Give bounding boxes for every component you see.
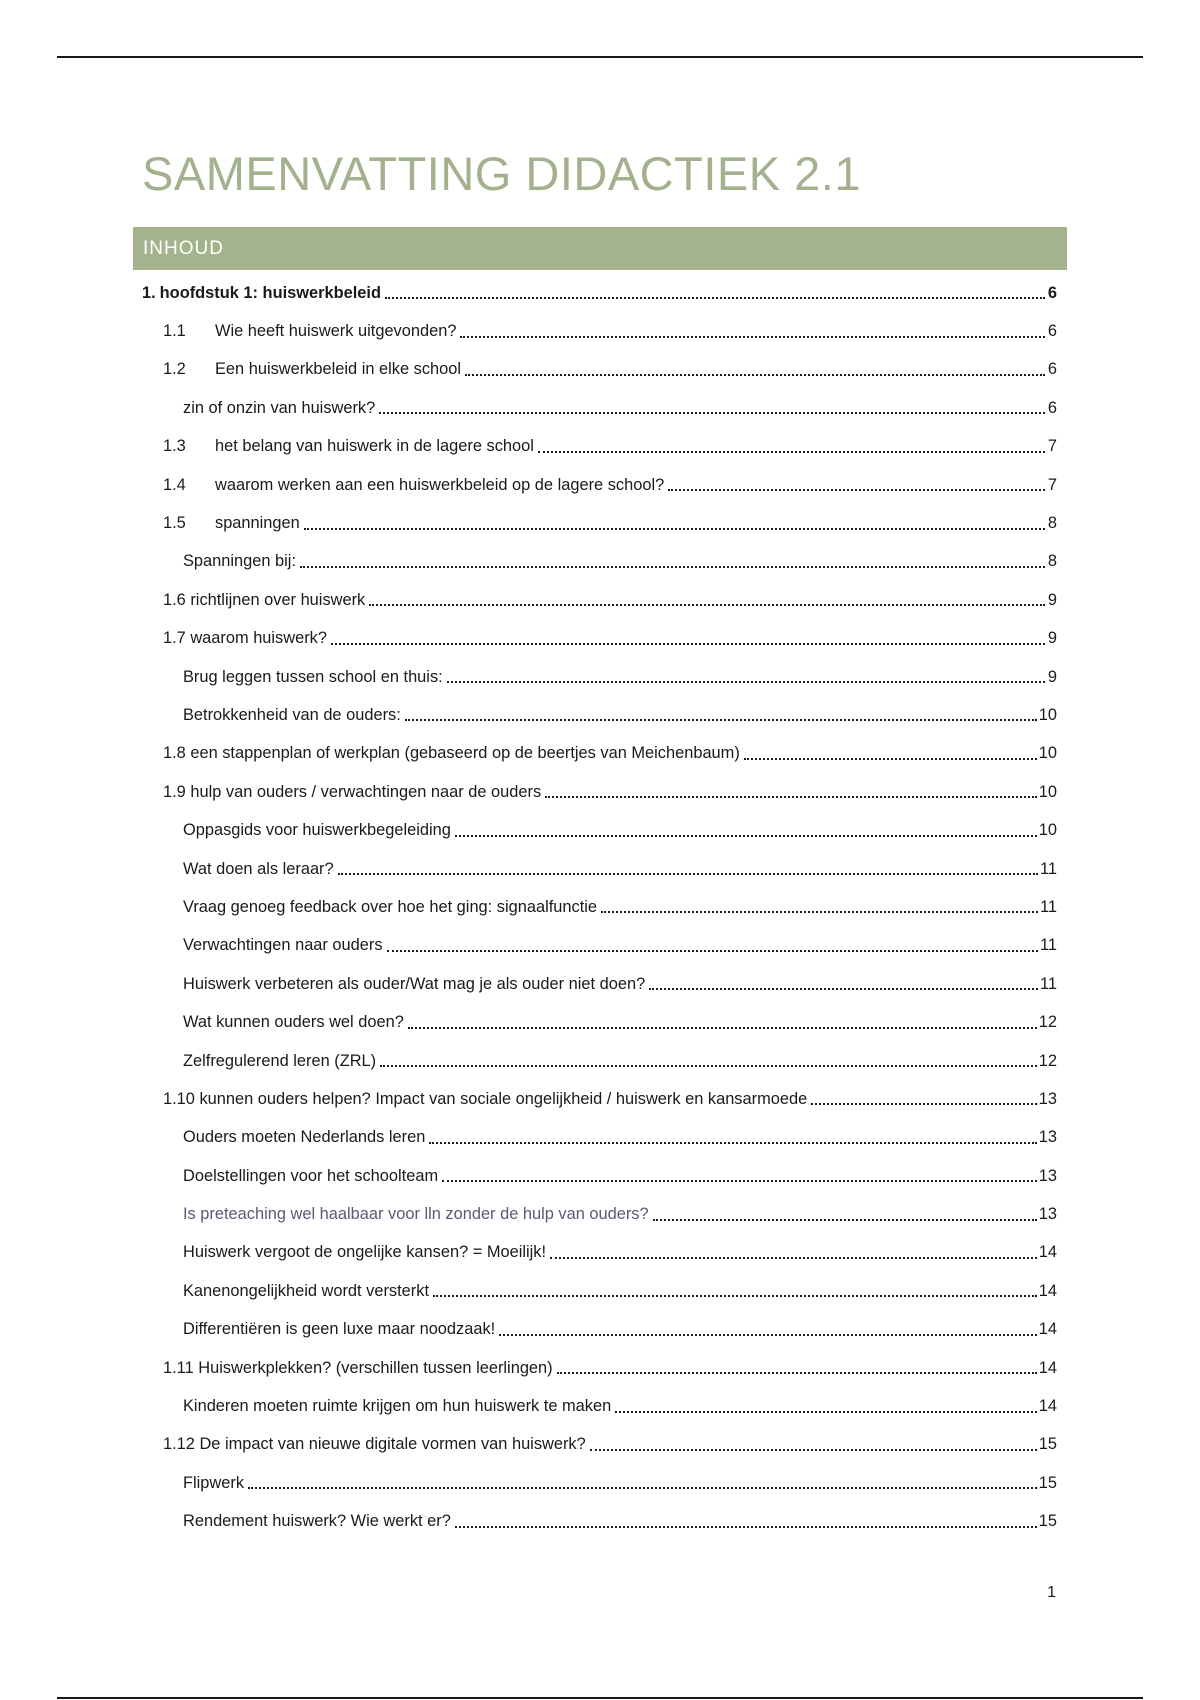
toc-dot-leader — [557, 1372, 1037, 1374]
toc-entry[interactable] — [142, 351, 1057, 389]
toc-entry-page: 15 — [1038, 1473, 1057, 1492]
toc-entry-page: 9 — [1047, 667, 1057, 686]
toc-entry-page: 10 — [1038, 705, 1057, 724]
toc-dot-leader — [649, 988, 1038, 990]
toc-entry-page: 14 — [1038, 1320, 1057, 1339]
toc-entry-number: 1.2 — [163, 360, 186, 379]
toc-dot-leader — [538, 451, 1045, 453]
toc-entry-title: Ouders moeten Nederlands leren — [183, 1128, 426, 1147]
toc-entry[interactable] — [142, 466, 1057, 504]
toc-entry-page: 8 — [1047, 552, 1057, 571]
page-number: 1 — [1047, 1584, 1056, 1601]
toc-dot-leader — [331, 643, 1045, 645]
toc-entry[interactable] — [142, 1464, 1057, 1502]
toc-entry[interactable] — [142, 1042, 1057, 1080]
toc-dot-leader — [387, 950, 1038, 952]
toc-entry-number: 1. — [142, 283, 156, 302]
toc-entry-number: 1.3 — [163, 437, 186, 456]
toc-entry[interactable] — [142, 1234, 1057, 1272]
toc-entry-page: 7 — [1047, 437, 1057, 456]
toc-dot-leader — [408, 1027, 1037, 1029]
header-rule — [57, 56, 1143, 58]
toc-entry-title: 1.12 De impact van nieuwe digitale vormen van huiswerk? — [163, 1435, 586, 1454]
toc-entry-page: 11 — [1039, 974, 1057, 993]
toc-entry-title: Oppasgids voor huiswerkbegeleiding — [183, 821, 451, 840]
toc-entry[interactable] — [142, 927, 1057, 965]
toc-entry[interactable] — [142, 1272, 1057, 1310]
toc-entry-page: 6 — [1047, 283, 1057, 302]
toc-entry-title: spanningen — [215, 514, 300, 533]
toc-entry-title: Zelfregulerend leren (ZRL) — [183, 1051, 377, 1070]
toc-dot-leader — [380, 1065, 1037, 1067]
toc-entry-page: 15 — [1038, 1435, 1057, 1454]
toc-entry-page: 13 — [1038, 1128, 1057, 1147]
toc-dot-leader — [379, 412, 1045, 414]
toc-entry-page: 13 — [1038, 1205, 1057, 1224]
toc-entry-title: Verwachtingen naar ouders — [183, 936, 383, 955]
toc-entry[interactable] — [142, 1426, 1057, 1464]
toc-entry-page: 14 — [1038, 1397, 1057, 1416]
toc-entry[interactable] — [142, 312, 1057, 350]
toc-entry-page: 15 — [1038, 1512, 1057, 1531]
toc-entry-title: Wat doen als leraar? — [183, 859, 334, 878]
toc-entry-page: 10 — [1038, 744, 1057, 763]
toc-heading: INHOUD — [143, 238, 224, 259]
toc-entry[interactable] — [142, 428, 1057, 466]
toc-entry-page: 14 — [1038, 1358, 1057, 1377]
toc-entry-title: Betrokkenheid van de ouders: — [183, 705, 401, 724]
toc-dot-leader — [304, 528, 1045, 530]
toc-entry-title: hoofdstuk 1: huiswerkbeleid — [159, 283, 381, 302]
toc-heading-banner — [133, 227, 1067, 270]
toc-entry-title: Doelstellingen voor het schoolteam — [183, 1166, 439, 1185]
toc-entry-page: 11 — [1039, 859, 1057, 878]
toc-dot-leader — [369, 604, 1045, 606]
toc-dot-leader — [744, 758, 1037, 760]
toc-dot-leader — [405, 719, 1037, 721]
toc-dot-leader — [300, 566, 1045, 568]
toc-entry-title: Wie heeft huiswerk uitgevonden? — [215, 322, 457, 341]
toc-dot-leader — [668, 489, 1045, 491]
toc-entry-page: 13 — [1038, 1089, 1057, 1108]
toc-entry-page: 11 — [1039, 897, 1057, 916]
toc-entry-title: Differentiëren is geen luxe maar noodzaak! — [183, 1320, 496, 1339]
toc-entry-number: 1.1 — [163, 322, 186, 341]
toc-entry[interactable] — [142, 389, 1057, 427]
toc-entry[interactable] — [142, 1503, 1057, 1541]
toc-entry-title: 1.11 Huiswerkplekken? (verschillen tussen leerlingen) — [163, 1358, 553, 1377]
toc-entry[interactable] — [142, 1349, 1057, 1387]
toc-entry-title: 1.10 kunnen ouders helpen? Impact van sociale ongelijkheid / huiswerk en kansarmoede — [163, 1089, 808, 1108]
toc-entry[interactable] — [142, 696, 1057, 734]
toc-entry-number: 1.4 — [163, 475, 186, 494]
toc-dot-leader — [465, 374, 1045, 376]
toc-entry-title: Huiswerk vergoot de ongelijke kansen? = Moeilijk! — [183, 1243, 547, 1262]
toc-entry[interactable] — [142, 1119, 1057, 1157]
toc-dot-leader — [447, 681, 1045, 683]
toc-dot-leader — [385, 297, 1045, 299]
toc-dot-leader — [653, 1219, 1037, 1221]
toc-entry-page: 9 — [1047, 629, 1057, 648]
toc-entry[interactable] — [142, 620, 1057, 658]
toc-entry[interactable] — [142, 274, 1057, 312]
toc-entry-page: 10 — [1038, 782, 1057, 801]
toc-entry-page: 6 — [1047, 322, 1057, 341]
toc-entry[interactable] — [142, 735, 1057, 773]
toc-entry-title: Een huiswerkbeleid in elke school — [215, 360, 462, 379]
toc-entry[interactable] — [142, 965, 1057, 1003]
toc-entry-page: 14 — [1038, 1281, 1057, 1300]
toc-entry-title: Rendement huiswerk? Wie werkt er? — [183, 1512, 451, 1531]
toc-dot-leader — [442, 1180, 1037, 1182]
toc-entry-title: Is preteaching wel haalbaar voor lln zonder de hulp van ouders? — [183, 1205, 649, 1224]
toc-entry[interactable] — [142, 850, 1057, 888]
toc-entry-title: waarom werken aan een huiswerkbeleid op de lagere school? — [215, 475, 665, 494]
toc-entry-page: 6 — [1047, 360, 1057, 379]
toc-entry-title: Kanenongelijkheid wordt versterkt — [183, 1281, 429, 1300]
toc-entry-page: 12 — [1038, 1013, 1057, 1032]
toc-entry-title: Flipwerk — [183, 1473, 245, 1492]
toc-entry-title: 1.8 een stappenplan of werkplan (gebaseerd op de beertjes van Meichenbaum) — [163, 744, 740, 763]
toc-dot-leader — [601, 911, 1038, 913]
toc-dot-leader — [811, 1103, 1037, 1105]
toc-entry-number: 1.5 — [163, 514, 186, 533]
toc-entry-title: Brug leggen tussen school en thuis: — [183, 667, 443, 686]
toc-entry-page: 10 — [1038, 821, 1057, 840]
toc-dot-leader — [429, 1142, 1036, 1144]
table-of-contents — [142, 274, 1057, 1541]
toc-entry[interactable] — [142, 658, 1057, 696]
toc-entry[interactable] — [142, 1157, 1057, 1195]
toc-entry[interactable] — [142, 543, 1057, 581]
toc-entry-page: 14 — [1038, 1243, 1057, 1262]
toc-dot-leader — [433, 1295, 1037, 1297]
toc-dot-leader — [590, 1449, 1037, 1451]
toc-entry[interactable] — [142, 1387, 1057, 1425]
toc-entry[interactable] — [142, 888, 1057, 926]
toc-dot-leader — [460, 336, 1045, 338]
toc-entry-page: 11 — [1039, 936, 1057, 955]
toc-entry-page: 9 — [1047, 590, 1057, 609]
toc-dot-leader — [248, 1487, 1037, 1489]
toc-entry-title: het belang van huiswerk in de lagere school — [215, 437, 534, 456]
toc-entry-title: zin of onzin van huiswerk? — [183, 398, 376, 417]
toc-entry-page: 7 — [1047, 475, 1057, 494]
toc-dot-leader — [615, 1411, 1037, 1413]
toc-entry[interactable] — [142, 1195, 1057, 1233]
toc-entry[interactable] — [142, 581, 1057, 619]
toc-entry[interactable] — [142, 1080, 1057, 1118]
toc-entry-title: Kinderen moeten ruimte krijgen om hun huiswerk te maken — [183, 1397, 612, 1416]
toc-entry-page: 12 — [1038, 1051, 1057, 1070]
toc-entry-title: 1.6 richtlijnen over huiswerk — [163, 590, 366, 609]
toc-entry-title: 1.9 hulp van ouders / verwachtingen naar de ouders — [163, 782, 542, 801]
toc-entry-page: 13 — [1038, 1166, 1057, 1185]
toc-dot-leader — [338, 873, 1038, 875]
toc-dot-leader — [550, 1257, 1037, 1259]
toc-entry-title: Wat kunnen ouders wel doen? — [183, 1013, 404, 1032]
toc-entry-title: 1.7 waarom huiswerk? — [163, 629, 327, 648]
toc-entry[interactable] — [142, 1311, 1057, 1349]
toc-entry[interactable] — [142, 811, 1057, 849]
toc-dot-leader — [455, 835, 1037, 837]
footer-rule — [57, 1697, 1143, 1699]
toc-entry-title: Spanningen bij: — [183, 552, 297, 571]
toc-dot-leader — [455, 1526, 1037, 1528]
toc-entry-page: 6 — [1047, 398, 1057, 417]
toc-entry[interactable] — [142, 1003, 1057, 1041]
toc-entry[interactable] — [142, 773, 1057, 811]
toc-dot-leader — [545, 796, 1037, 798]
document-title: SAMENVATTING DIDACTIEK 2.1 — [142, 147, 861, 200]
toc-entry-page: 8 — [1047, 514, 1057, 533]
toc-dot-leader — [499, 1334, 1037, 1336]
toc-entry[interactable] — [142, 504, 1057, 542]
toc-entry-title: Vraag genoeg feedback over hoe het ging: signaalfunctie — [183, 897, 598, 916]
toc-entry-title: Huiswerk verbeteren als ouder/Wat mag je als ouder niet doen? — [183, 974, 646, 993]
